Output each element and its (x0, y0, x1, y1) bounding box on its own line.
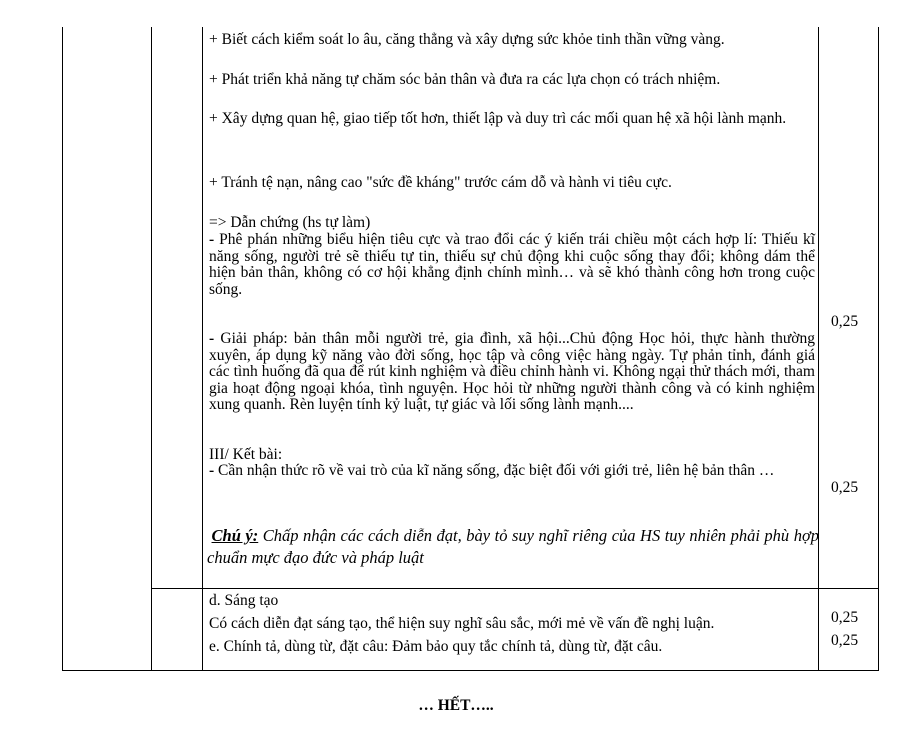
solution-marker: - (209, 330, 215, 347)
point-relationships: + Xây dựng quan hệ, giao tiếp tốt hơn, thiết lập và duy trì các mối quan hệ xã hội lành mạnh. (209, 110, 787, 127)
score-last-2: 0,25 (831, 632, 859, 649)
column-divider-2 (202, 27, 203, 670)
score-main-1: 0,25 (831, 313, 859, 330)
point-avoid-vices: + Tránh tệ nạn, nâng cao "sức đề kháng" trước cám dỗ và hành vi tiêu cực. (209, 174, 672, 191)
solution-paragraph (209, 331, 815, 414)
conclusion-paragraph (209, 463, 815, 480)
answer-table (62, 27, 879, 671)
conclusion-heading: III/ Kết bài: (209, 446, 283, 463)
conclusion-marker: - (209, 462, 215, 479)
row-divider (151, 588, 878, 589)
point-anxiety: + Biết cách kiểm soát lo âu, căng thẳng và xây dựng sức khỏe tinh thần vững vàng. (209, 31, 725, 48)
end-marker: … HẾT….. (418, 697, 494, 714)
critique-paragraph (209, 232, 815, 298)
note-paragraph (207, 525, 819, 569)
score-last-1: 0,25 (831, 609, 859, 626)
column-divider-3 (818, 27, 819, 670)
note-text: Chấp nhận các cách diễn đạt, bày tỏ suy nghĩ riêng của HS tuy nhiên phải phù hợp chuẩn mực đạo đức và pháp luật (207, 526, 819, 567)
evidence-note: => Dẫn chứng (hs tự làm) (209, 214, 371, 231)
point-self-care: + Phát triển khả năng tự chăm sóc bản thân và đưa ra các lựa chọn có trách nhiệm. (209, 71, 721, 88)
score-main-2: 0,25 (831, 479, 859, 496)
critique-marker: - (209, 231, 215, 248)
critique-text: Phê phán những biểu hiện tiêu cực và trao đổi các ý kiến trái chiều một cách hợp lí: Thiếu kĩ năng sống, người trẻ sẽ thiếu tự tin, thiếu sự chủ động khi cuộc sống thay đổi; không dám thể hiện bản thân, không có cơ hội khẳng định chính mình… và sẽ khó thành công hơn trong cuộc sống. (209, 231, 815, 298)
solution-text: Giải pháp: bản thân mỗi người trẻ, gia đình, xã hội...Chủ động Học hỏi, thực hành thường xuyên, áp dụng kỹ năng vào đời sống, học tập và công việc hàng ngày. Tự phản tỉnh, đánh giá các tình huống đã qua để rút kinh nghiệm và điều chỉnh hành vi. Không ngại thử thách mới, tham gia hoạt động ngoại khóa, tình nguyện. Học hỏi từ những người thành công và có kinh nghiệm xung quanh. Rèn luyện tính kỷ luật, tự giác và lối sống lành mạnh.... (209, 330, 815, 413)
spelling-text: e. Chính tả, dùng từ, đặt câu: Đảm bảo quy tắc chính tả, dùng từ, đặt câu. (209, 638, 663, 655)
note-label: Chú ý: (211, 526, 259, 545)
column-divider-1 (151, 27, 152, 670)
conclusion-text: Cần nhận thức rõ về vai trò của kĩ năng sống, đặc biệt đối với giới trẻ, liên hệ bản thân … (214, 462, 775, 479)
creativity-heading: d. Sáng tạo (209, 592, 279, 609)
creativity-text: Có cách diễn đạt sáng tạo, thể hiện suy nghĩ sâu sắc, mới mẻ về vấn đề nghị luận. (209, 615, 715, 632)
